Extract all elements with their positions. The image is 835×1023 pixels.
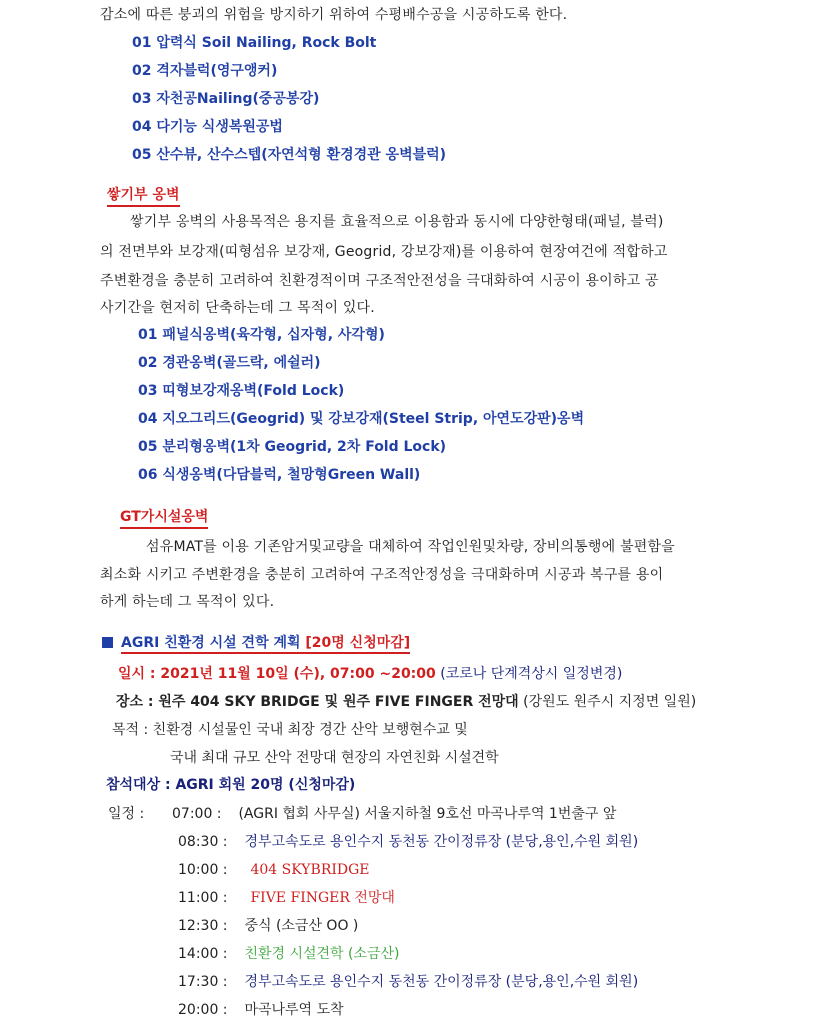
agri-place-label: 장소 : 원주 404 SKY BRIDGE 및 원주 FIVE FINGER 전망대: [116, 694, 519, 710]
schedule-time: 12:30 :: [178, 918, 228, 934]
list-item: 05 산수뷰, 산수스텝(자연석형 환경경관 옹벽블럭): [132, 147, 447, 163]
agri-date-label: 일시 : 2021년 11월 10일 (수), 07:00 ~20:00: [118, 666, 436, 682]
list-item: 05 분리형옹벽(1차 Geogrid, 2차 Fold Lock): [138, 439, 447, 455]
schedule-time: 17:30 :: [178, 974, 228, 990]
paragraph-line: 주변환경을 충분히 고려하여 친환경적이며 구조적안전성을 극대화하여 시공이 용이하고 공: [100, 273, 659, 289]
schedule-row: [178, 1000, 344, 1020]
schedule-time: 20:00 :: [178, 1002, 228, 1018]
paragraph-line: 의 전면부와 보강재(띠형섬유 보강재, Geogrid, 강보강재)를 이용하여 현장여건에 적합하고: [100, 244, 668, 260]
paragraph-line: 쌓기부 옹벽의 사용목적은 용지를 효율적으로 이용함과 동시에 다양한형태(패널, 블럭): [130, 214, 664, 230]
schedule-desc: 경부고속도로 용인수지 동천동 간이정류장 (분당,용인,수원 회원): [244, 974, 639, 990]
paragraph-line: 최소화 시키고 주변환경을 충분히 고려하여 구조적안정성을 극대화하며 시공과 복구를 용이: [100, 567, 664, 583]
agri-attend-row: [106, 775, 355, 795]
schedule-label: 일정 :: [108, 806, 145, 822]
schedule-desc: FIVE FINGER 전망대: [250, 890, 395, 906]
square-bullet-icon: [102, 637, 113, 648]
section-heading-gt-wall: GT가시설옹벽: [120, 508, 208, 529]
list-item: 03 자천공Nailing(중공봉강): [132, 91, 320, 107]
schedule-row: [178, 888, 395, 908]
schedule-desc: 404 SKYBRIDGE: [250, 862, 370, 878]
schedule-row: [178, 860, 370, 880]
agri-purpose-line2: 국내 최대 규모 산악 전망대 현장의 자연친화 시설견학: [170, 750, 499, 766]
agri-purpose-row: [112, 720, 468, 740]
list-item: 03 띠형보강재옹벽(Fold Lock): [138, 383, 345, 399]
schedule-time: 07:00 :: [172, 806, 222, 822]
schedule-time: 11:00 :: [178, 890, 228, 906]
agri-date-row: [118, 664, 622, 684]
schedule-row: [172, 804, 616, 824]
intro-tail-text: 감소에 따른 붕괴의 위험을 방지하기 위하여 수평배수공을 시공하도록 한다.: [100, 7, 568, 23]
schedule-desc: 친환경 시설견학 (소금산): [244, 946, 400, 962]
list-item: 04 지오그리드(Geogrid) 및 강보강재(Steel Strip, 아연도강판)옹벽: [138, 411, 585, 427]
schedule-desc: 중식 (소금산 OO ): [244, 918, 359, 934]
list-item: 01 압력식 Soil Nailing, Rock Bolt: [132, 35, 377, 51]
section-heading-fill-wall: 쌓기부 옹벽: [107, 186, 180, 207]
list-item: 01 패널식옹벽(육각형, 십자형, 사각형): [138, 327, 385, 343]
list-item: 02 격자블럭(영구앵커): [132, 63, 278, 79]
schedule-row: [178, 916, 358, 936]
schedule-time: 08:30 :: [178, 834, 228, 850]
agri-attend-label: 참석대상 : AGRI 회원 20명 (신청마감): [106, 777, 356, 793]
list-item: 02 경관옹벽(골드락, 에쉴러): [138, 355, 321, 371]
list-item: 06 식생옹벽(다담블럭, 철망형Green Wall): [138, 467, 421, 483]
schedule-row: [178, 972, 638, 992]
schedule-desc: (AGRI 협회 사무실) 서울지하철 9호선 마곡나루역 1번출구 앞: [238, 806, 617, 822]
schedule-desc: 경부고속도로 용인수지 동천동 간이정류장 (분당,용인,수원 회원): [244, 834, 639, 850]
schedule-time: 14:00 :: [178, 946, 228, 962]
agri-purpose-label: 목적 :: [112, 722, 149, 738]
paragraph-line: 하게 하는데 그 목적이 있다.: [100, 594, 275, 610]
paragraph-line: 섬유MAT를 이용 기존암거및교량을 대체하여 작업인원및차량, 장비의통행에 불편함을: [146, 539, 675, 555]
agri-date-note: (코로나 단계격상시 일정변경): [440, 666, 623, 682]
schedule-row: [178, 832, 638, 852]
agri-title-tag: [20명 신청마감]: [305, 635, 411, 651]
agri-title-text: AGRI 친환경 시설 견학 계획 [20명 신청마감]: [121, 635, 410, 654]
schedule-desc: 마곡나루역 도착: [244, 1002, 344, 1018]
schedule-row: [178, 944, 400, 964]
list-item: 04 다기능 식생복원공법: [132, 119, 283, 135]
agri-purpose-line1: 친환경 시설물인 국내 최장 경간 산악 보행현수교 및: [152, 722, 468, 738]
agri-plan-title: [102, 633, 410, 653]
schedule-time: 10:00 :: [178, 862, 228, 878]
agri-place-note: (강원도 원주시 지정면 일원): [523, 694, 697, 710]
paragraph-line: 사기간을 현저히 단축하는데 그 목적이 있다.: [100, 300, 375, 316]
agri-place-row: [116, 692, 696, 712]
